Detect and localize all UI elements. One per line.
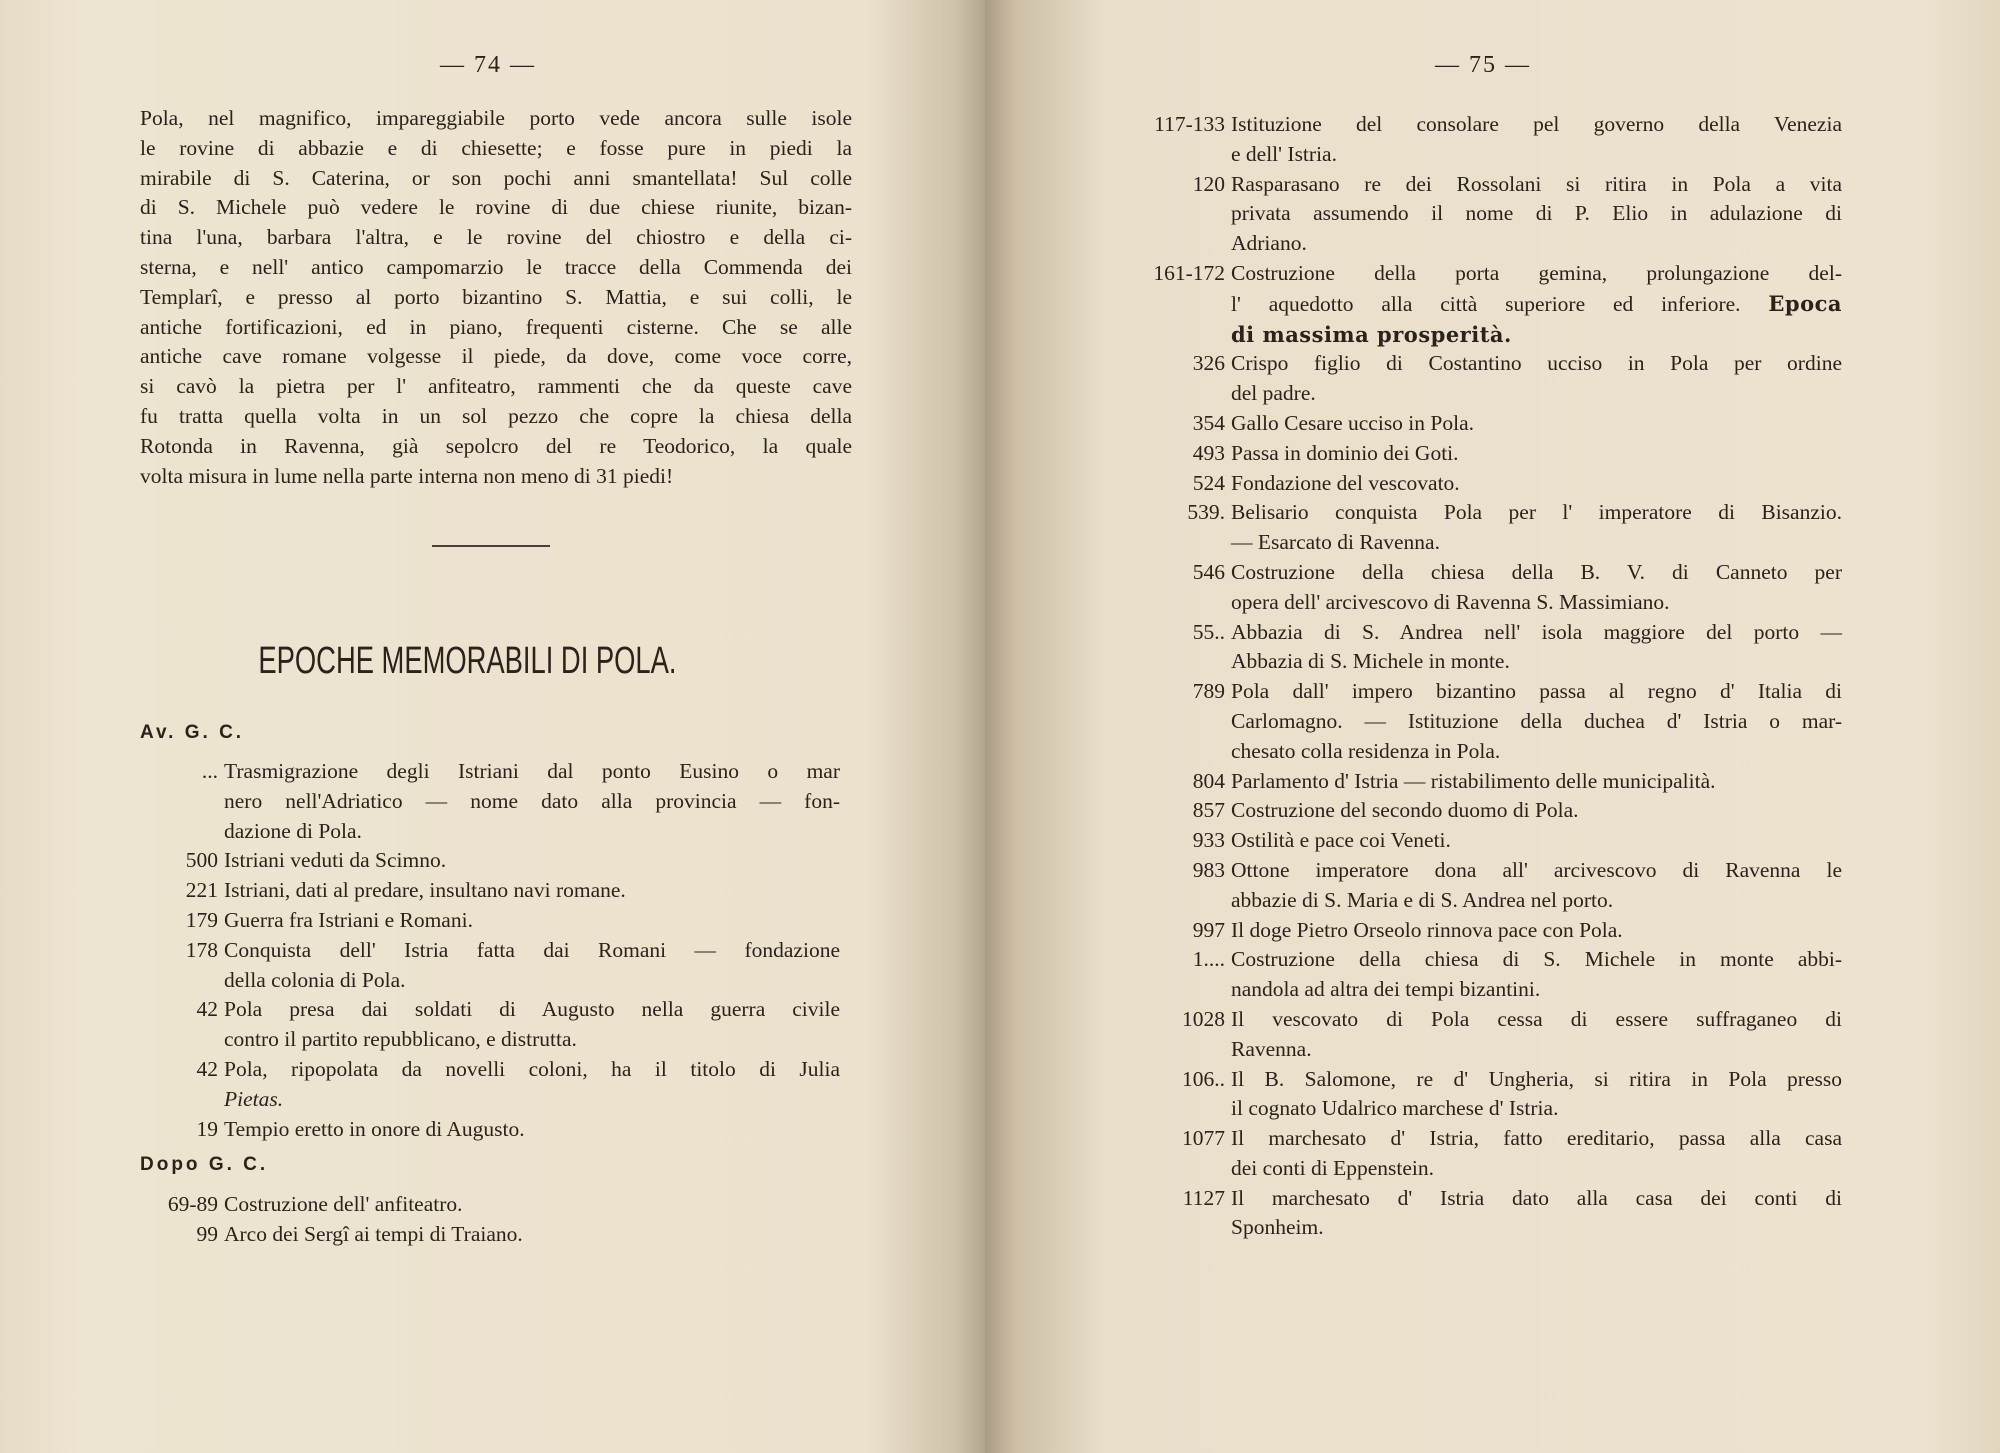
- entry-text: Il marchesato d' Istria, fatto ereditario, passa alla casa: [1231, 1126, 1842, 1151]
- entry-year: 524: [1192, 470, 1225, 495]
- entry-text: Gallo Cesare ucciso in Pola.: [1231, 410, 1475, 435]
- entry-year: 546: [1192, 559, 1225, 584]
- entry-text: Il doge Pietro Orseolo rinnova pace con Pola.: [1231, 917, 1623, 942]
- entry-year: 120: [1192, 171, 1225, 196]
- paragraph-line: le rovine di abbazie e di chiesette; e fosse pure in piedi la: [140, 135, 852, 160]
- timeline-entry: [1147, 409, 1842, 439]
- entry-year: 857: [1192, 798, 1225, 823]
- timeline-entry: [1147, 767, 1842, 797]
- section-divider: [432, 545, 550, 547]
- timeline-before: [140, 757, 840, 1144]
- entry-year: 326: [1192, 351, 1225, 376]
- timeline-entry: [1147, 1005, 1842, 1065]
- entry-text: Il vescovato di Pola cessa di essere suffraganeo di: [1231, 1006, 1842, 1031]
- entry-text: abbazie di S. Maria e di S. Andrea nel porto.: [1231, 887, 1614, 912]
- entry-year: 933: [1192, 828, 1225, 853]
- left-page: [0, 0, 985, 1453]
- entry-year: 42: [196, 1056, 218, 1081]
- timeline-entry: [1147, 796, 1842, 826]
- entry-text: il cognato Udalrico marchese d' Istria.: [1231, 1096, 1559, 1121]
- entry-text: Belisario conquista Pola per l' imperatore di Bisanzio.: [1231, 500, 1842, 525]
- timeline-entry: [140, 1115, 840, 1145]
- entry-year: 493: [1192, 440, 1225, 465]
- entry-text: Adriano.: [1231, 231, 1307, 256]
- entry-year: 19: [196, 1116, 218, 1141]
- entry-year: 1077: [1182, 1126, 1225, 1151]
- section-heading: EPOCHE MEMORABILI DI POLA.: [258, 640, 677, 682]
- paragraph-line: antiche cave romane volgesse il piede, da dove, come voce corre,: [140, 344, 852, 369]
- paragraph-line: Pola, nel magnifico, impareggiabile porto vede ancora sulle isole: [140, 106, 852, 130]
- entry-text: Costruzione del secondo duomo di Pola.: [1231, 798, 1579, 823]
- timeline-entry: [140, 936, 840, 996]
- entry-text: della colonia di Pola.: [224, 967, 406, 992]
- entry-year: 161-172: [1153, 260, 1225, 285]
- entry-year: 1028: [1182, 1006, 1225, 1031]
- timeline-entry: [140, 1190, 840, 1220]
- entry-text: Istriani veduti da Scimno.: [224, 848, 447, 873]
- entry-text: Pola dall' impero bizantino passa al regno d' Italia di: [1231, 679, 1842, 704]
- entry-text: Crispo figlio di Costantino ucciso in Pola per ordine: [1231, 351, 1842, 376]
- entry-text: Parlamento d' Istria — ristabilimento delle municipalità.: [1231, 768, 1716, 793]
- timeline-entry: [1147, 439, 1842, 469]
- paragraph-line: Rotonda in Ravenna, già sepolcro del re Teodorico, la quale: [140, 433, 852, 458]
- page-number: — 74 —: [440, 52, 536, 78]
- timeline-entry: [1147, 916, 1842, 946]
- timeline-entry: [1147, 826, 1842, 856]
- entry-text: Il marchesato d' Istria dato alla casa dei conti di: [1231, 1185, 1842, 1210]
- entry-text: Carlomagno. — Istituzione della duchea d' Istria o mar-: [1231, 708, 1842, 733]
- entry-year: 69-89: [167, 1192, 218, 1216]
- entry-text: Passa in dominio dei Goti.: [1231, 440, 1459, 465]
- paragraph-line: volta misura in lume nella parte interna non meno di 31 piedi!: [140, 463, 674, 488]
- paragraph-line: sterna, e nell' antico campomarzio le tracce della Commenda dei: [140, 254, 852, 279]
- entry-text: Trasmigrazione degli Istriani dal ponto Eusino o mar: [224, 759, 840, 783]
- paragraph: [140, 104, 852, 491]
- timeline-entry: [1147, 945, 1842, 1005]
- paragraph-line: si cavò la pietra per l' anfiteatro, rammenti che da queste cave: [140, 374, 852, 399]
- entry-text: dei conti di Eppenstein.: [1231, 1155, 1435, 1180]
- entry-year: 221: [185, 878, 218, 903]
- entry-year: 789: [1192, 679, 1225, 704]
- timeline-entry: [140, 906, 840, 936]
- entry-text: chesato colla residenza in Pola.: [1231, 738, 1501, 763]
- timeline-after: [140, 1190, 840, 1250]
- entry-text: Costruzione dell' anfiteatro.: [224, 1192, 463, 1216]
- timeline-entry: [1147, 1184, 1842, 1244]
- entry-text: e dell' Istria.: [1231, 141, 1337, 166]
- entry-text: Il B. Salomone, re d' Ungheria, si ritira in Pola presso: [1231, 1066, 1842, 1091]
- entry-year: 1....: [1192, 947, 1225, 972]
- entry-text: Guerra fra Istriani e Romani.: [224, 907, 473, 932]
- paragraph-line: antiche fortificazioni, ed in piano, frequenti cisterne. Che se alle: [140, 314, 852, 339]
- entry-year: 106..: [1182, 1066, 1225, 1091]
- entry-text: Abbazia di S. Andrea nell' isola maggiore del porto —: [1231, 619, 1842, 644]
- entry-text: privata assumendo il nome di P. Elio in adulazione di: [1231, 201, 1842, 226]
- timeline-entry: [140, 1220, 840, 1250]
- timeline-entry: [140, 757, 840, 846]
- entry-year: 983: [1192, 857, 1225, 882]
- timeline-entry: [1147, 1065, 1842, 1125]
- entry-text: Istriani, dati al predare, insultano navi romane.: [224, 878, 626, 903]
- entry-text: Ottone imperatore dona all' arcivescovo di Ravenna le: [1231, 857, 1842, 882]
- entry-text: nandola ad altra dei tempi bizantini.: [1231, 977, 1541, 1002]
- entry-text: Arco dei Sergî ai tempi di Traiano.: [224, 1221, 523, 1246]
- timeline-continued: [1147, 110, 1842, 1243]
- entry-text: opera dell' arcivescovo di Ravenna S. Massimiano.: [1231, 589, 1670, 614]
- timeline-entry: [1147, 677, 1842, 766]
- page-number: — 75 —: [1435, 52, 1531, 78]
- timeline-entry: [1147, 259, 1842, 349]
- entry-text: contro il partito repubblicano, e distrutta.: [224, 1027, 577, 1052]
- entry-text: di massima prosperità.: [1231, 321, 1512, 347]
- era-label-after: Dopo G. C.: [140, 1154, 269, 1175]
- timeline-entry: [1147, 856, 1842, 916]
- entry-text: Conquista dell' Istria fatta dai Romani — fondazione: [224, 937, 840, 962]
- entry-year: 804: [1192, 768, 1225, 793]
- timeline-entry: [1147, 110, 1842, 170]
- timeline-entry: [140, 995, 840, 1055]
- entry-year: 997: [1192, 917, 1225, 942]
- entry-text: Tempio eretto in onore di Augusto.: [224, 1116, 525, 1141]
- entry-text: l' aquedotto alla città superiore ed inferiore. Epoca: [1231, 290, 1842, 316]
- entry-year: 539.: [1187, 500, 1225, 525]
- entry-year: 178: [185, 937, 218, 962]
- timeline-entry: [1147, 558, 1842, 618]
- entry-text: Ravenna.: [1231, 1036, 1312, 1061]
- entry-text: dazione di Pola.: [224, 818, 362, 843]
- entry-year: 99: [196, 1221, 218, 1246]
- entry-year: 55..: [1192, 619, 1225, 644]
- entry-text: Pola presa dai soldati di Augusto nella guerra civile: [224, 997, 840, 1022]
- timeline-entry: [1147, 498, 1842, 558]
- entry-text: — Esarcato di Ravenna.: [1231, 530, 1440, 555]
- timeline-entry: [140, 876, 840, 906]
- entry-text: Costruzione della porta gemina, prolungazione del-: [1231, 260, 1842, 285]
- entry-text: del padre.: [1231, 381, 1316, 406]
- entry-year: 1127: [1182, 1185, 1225, 1210]
- entry-year: 354: [1192, 410, 1225, 435]
- entry-year: 42: [196, 997, 218, 1022]
- timeline-entry: [1147, 618, 1842, 678]
- entry-text: Ostilità e pace coi Veneti.: [1231, 828, 1451, 853]
- emphasis-text: Epoca: [1768, 290, 1842, 316]
- entry-year: ...: [201, 759, 218, 783]
- paragraph-line: Templarî, e presso al porto bizantino S. Mattia, e sui colli, le: [140, 284, 852, 309]
- timeline-entry: [1147, 349, 1842, 409]
- entry-year: 117-133: [1154, 112, 1225, 136]
- timeline-entry: [1147, 1124, 1842, 1184]
- entry-text: Istituzione del consolare pel governo della Venezia: [1231, 112, 1842, 136]
- entry-text: Abbazia di S. Michele in monte.: [1231, 649, 1510, 674]
- paragraph-line: tina l'una, barbara l'altra, e le rovine del chiostro e della ci-: [140, 225, 852, 250]
- entry-year: 500: [185, 848, 218, 873]
- entry-text-italic: Pietas.: [224, 1086, 284, 1111]
- timeline-entry: [1147, 170, 1842, 259]
- era-label-before: Av. G. C.: [140, 722, 245, 743]
- timeline-entry: [140, 1055, 840, 1115]
- paragraph-line: di S. Michele può vedere le rovine di due chiese riunite, bizan-: [140, 195, 852, 220]
- entry-text: Costruzione della chiesa di S. Michele in monte abbi-: [1231, 947, 1842, 972]
- entry-text: Fondazione del vescovato.: [1231, 470, 1460, 495]
- paragraph-line: mirabile di S. Caterina, or son pochi anni smantellata! Sul colle: [140, 165, 852, 190]
- entry-text: Rasparasano re dei Rossolani si ritira in Pola a vita: [1231, 171, 1842, 196]
- timeline-entry: [1147, 469, 1842, 499]
- entry-text: Pola, ripopolata da novelli coloni, ha il titolo di Julia: [224, 1056, 840, 1081]
- entry-text: Costruzione della chiesa della B. V. di Canneto per: [1231, 559, 1842, 584]
- paragraph-line: fu tratta quella volta in un sol pezzo che copre la chiesa della: [140, 403, 852, 428]
- entry-text: Sponheim.: [1231, 1215, 1324, 1240]
- entry-year: 179: [185, 907, 218, 932]
- entry-text: nero nell'Adriatico — nome dato alla provincia — fon-: [224, 788, 840, 813]
- timeline-entry: [140, 846, 840, 876]
